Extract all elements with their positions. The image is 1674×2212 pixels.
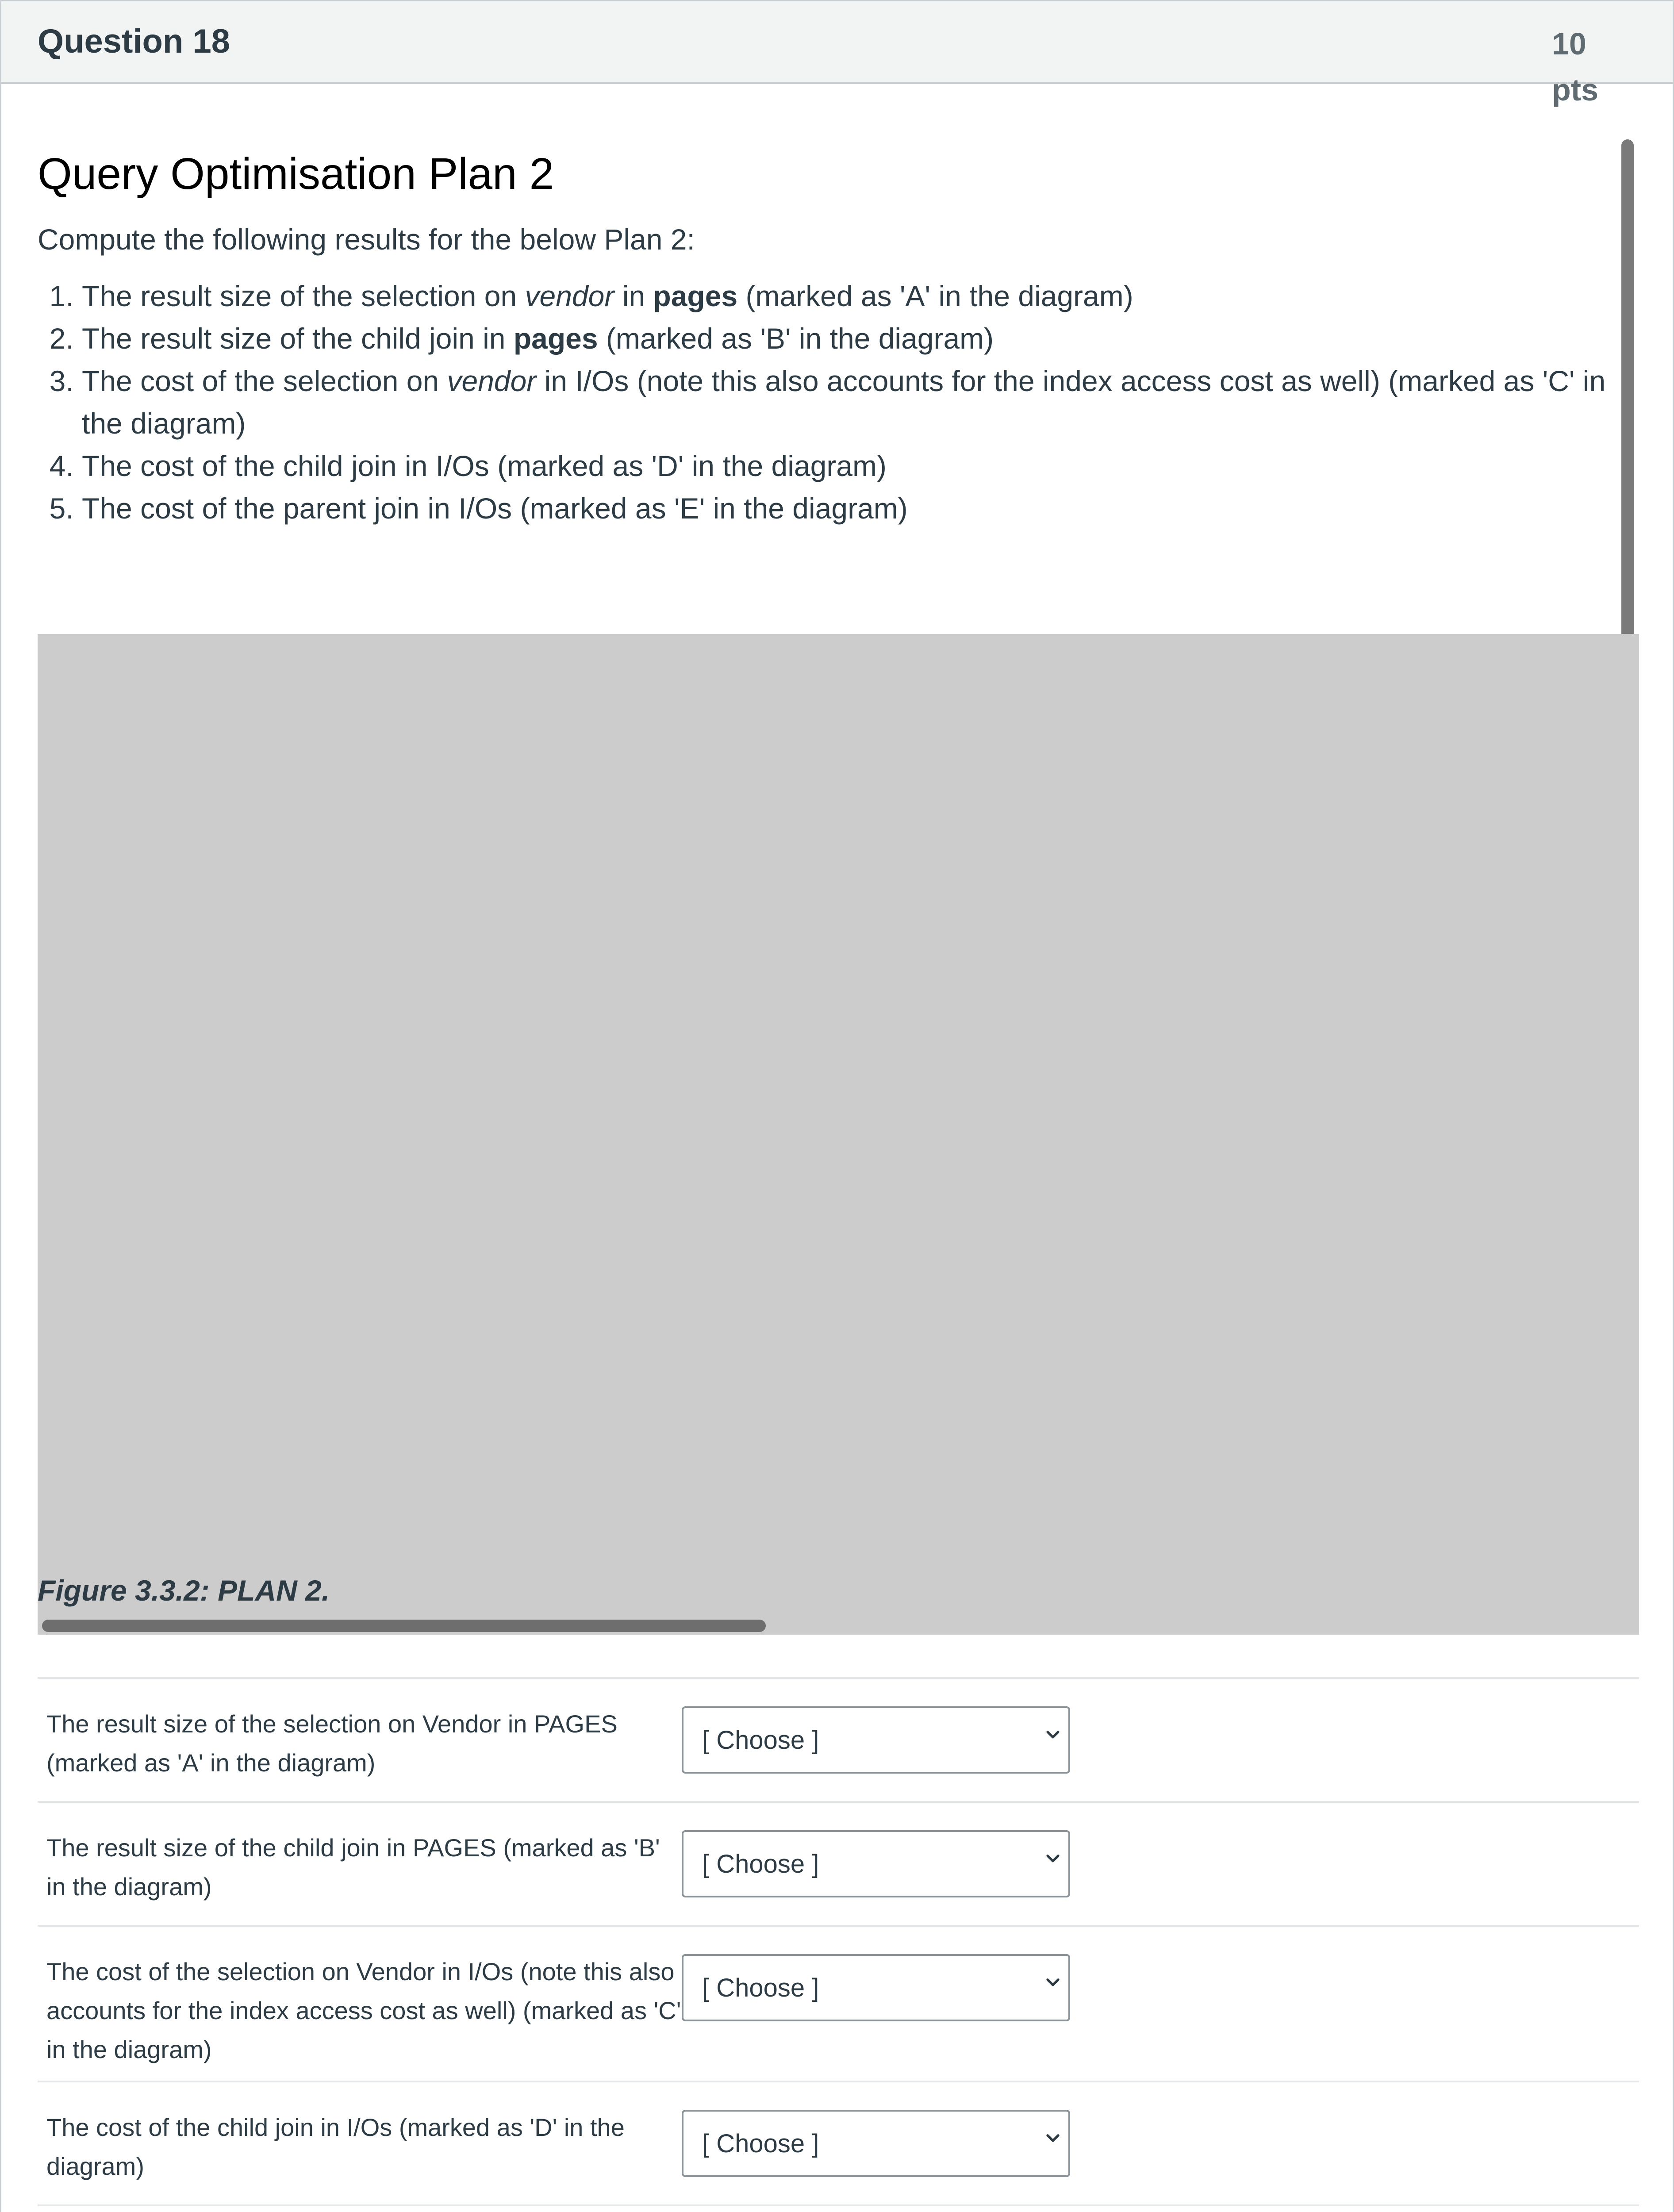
- task-item: 3. The cost of the selection on vendor in I/Os (note this also accounts for the index access cost as well) (marked as 'C' in the diagram): [82, 360, 1639, 445]
- question-header: [1, 1, 1673, 107]
- answer-row: [38, 1803, 1639, 1927]
- content-heading: Query Optimisation Plan 2: [38, 149, 554, 199]
- answer-select-b[interactable]: [682, 1830, 1070, 1897]
- content-intro: Compute the following results for the below Plan 2:: [38, 223, 695, 256]
- question-title: Question 18: [38, 23, 230, 60]
- answer-row: [38, 2082, 1639, 2206]
- answer-row: [38, 1927, 1639, 2082]
- question-content: [38, 147, 1639, 530]
- answer-label: The result size of the child join in PAGES (marked as 'B' in the diagram): [46, 1834, 660, 1901]
- task-item: 2. The result size of the child join in pages (marked as 'B' in the diagram): [82, 317, 1639, 360]
- figure-caption: Figure 3.3.2: PLAN 2.: [38, 1574, 330, 1607]
- answer-select-a[interactable]: [682, 1706, 1070, 1774]
- task-item: 4. The cost of the child join in I/Os (marked as 'D' in the diagram): [82, 445, 1639, 487]
- answer-row: [38, 1679, 1639, 1803]
- figure-plan-diagram: [38, 634, 1639, 1635]
- answer-label: The cost of the selection on Vendor in I/Os (note this also accounts for the index access cost as well) (marked as 'C' in the diagram): [46, 1958, 681, 2063]
- answer-table: [38, 1677, 1639, 2212]
- answer-label: The result size of the selection on Vendor in PAGES (marked as 'A' in the diagram): [46, 1710, 618, 1777]
- answer-label: The cost of the child join in I/Os (marked as 'D' in the diagram): [46, 2113, 625, 2180]
- task-list: [38, 275, 1639, 530]
- answer-row: [38, 2206, 1639, 2212]
- task-item: 5. The cost of the parent join in I/Os (marked as 'E' in the diagram): [82, 487, 1639, 530]
- question-points: 10 pts: [1552, 27, 1598, 107]
- answer-select-d[interactable]: [682, 2110, 1070, 2177]
- answer-select-c[interactable]: [682, 1954, 1070, 2021]
- horizontal-scrollbar-thumb[interactable]: [42, 1620, 766, 1632]
- task-item: 1. The result size of the selection on vendor in pages (marked as 'A' in the diagram): [82, 275, 1639, 317]
